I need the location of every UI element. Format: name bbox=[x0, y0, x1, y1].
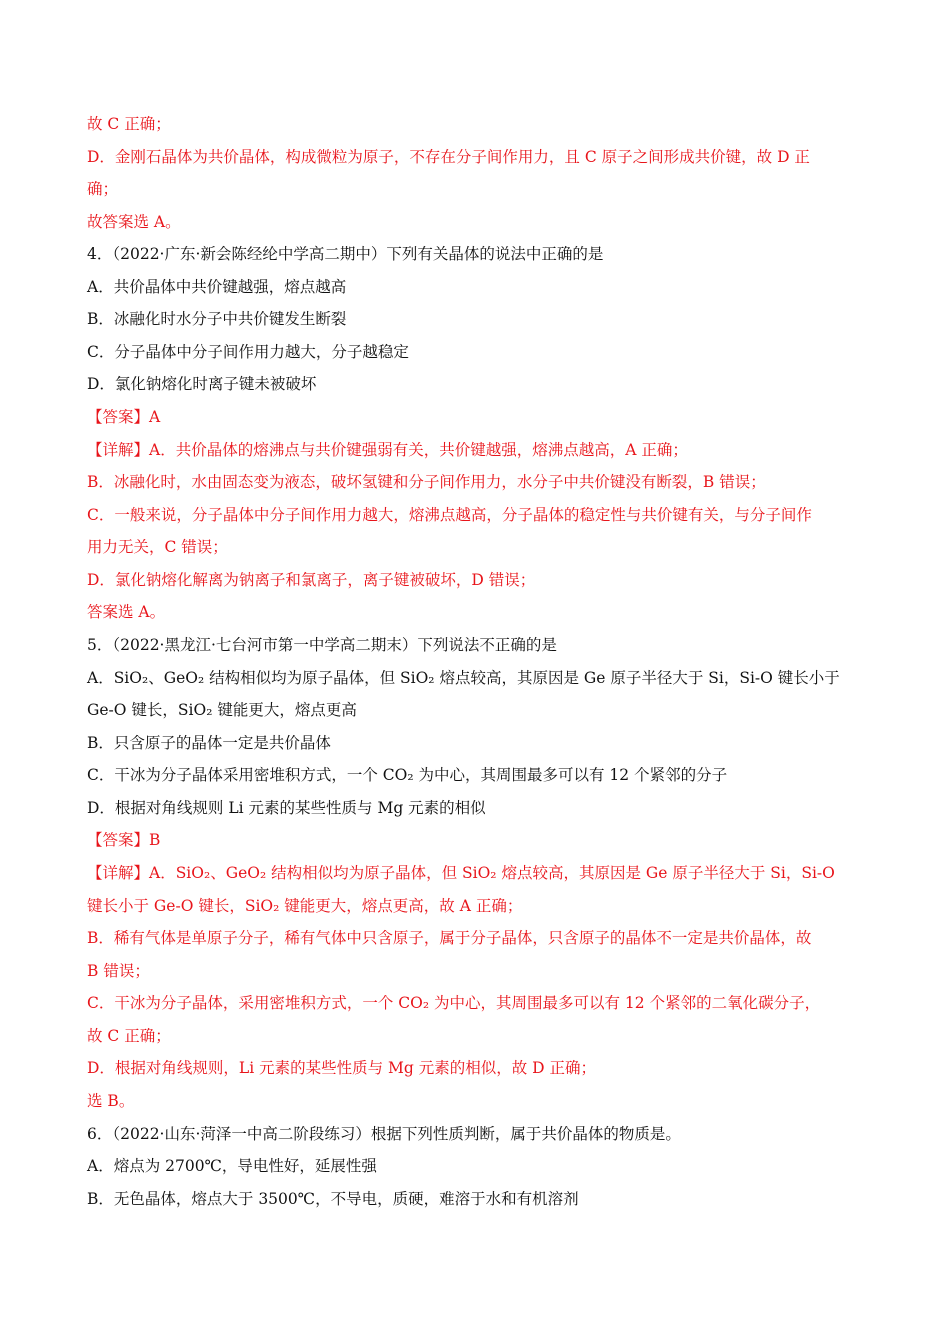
question-6: 6．（2022·山东·菏泽一中高二阶段练习）根据下列性质判断，属于共价晶体的物质是。 bbox=[87, 1125, 681, 1143]
question-5: 5．（2022·黑龙江·七台河市第一中学高二期末）下列说法不正确的是 bbox=[87, 636, 557, 654]
explanation-line: C．干冰为分子晶体，采用密堆积方式，一个 CO₂ 为中心，其周围最多可以有 12 个紧邻的二氧化碳分子， bbox=[87, 994, 821, 1012]
option-d: D．根据对角线规则 Li 元素的某些性质与 Mg 元素的相似 bbox=[87, 799, 486, 817]
answer: 【答案】B bbox=[87, 831, 161, 849]
option-c: C．干冰为分子晶体采用密堆积方式，一个 CO₂ 为中心，其周围最多可以有 12 个紧邻的分子 bbox=[87, 766, 728, 784]
explanation-line: 答案选 A。 bbox=[87, 603, 166, 621]
explanation-line: 键长小于 Ge-O 键长，SiO₂ 键能更大，熔点更高，故 A 正确； bbox=[87, 897, 523, 915]
option-a-cont: Ge-O 键长，SiO₂ 键能更大，熔点更高 bbox=[87, 701, 357, 719]
option-a: A．熔点为 2700℃，导电性好，延展性强 bbox=[87, 1157, 377, 1175]
explanation-line: D．氯化钠熔化解离为钠离子和氯离子，离子键被破坏，D 错误； bbox=[87, 571, 536, 589]
explanation-line: B 错误； bbox=[87, 962, 150, 980]
option-a: A．共价晶体中共价键越强，熔点越高 bbox=[87, 278, 347, 296]
option-d: D．氯化钠熔化时离子键未被破坏 bbox=[87, 375, 317, 393]
explanation-line: C．一般来说，分子晶体中分子间作用力越大，熔沸点越高，分子晶体的稳定性与共价键有关，与分子间作 bbox=[87, 506, 812, 524]
explanation-line: 用力无关，C 错误； bbox=[87, 538, 228, 556]
option-c: C．分子晶体中分子间作用力越大，分子越稳定 bbox=[87, 343, 409, 361]
explanation-line: 【详解】A．SiO₂、GeO₂ 结构相似均为原子晶体，但 SiO₂ 熔点较高，其原因是 Ge 原子半径大于 Si，Si-O bbox=[87, 864, 835, 882]
explanation-line: 选 B。 bbox=[87, 1092, 135, 1110]
explanation-line: D．根据对角线规则，Li 元素的某些性质与 Mg 元素的相似，故 D 正确； bbox=[87, 1059, 597, 1077]
text-line: 确； bbox=[87, 180, 119, 198]
question-4: 4．（2022·广东·新会陈经纶中学高二期中）下列有关晶体的说法中正确的是 bbox=[87, 245, 604, 263]
text-line: 故答案选 A。 bbox=[87, 213, 181, 231]
option-b: B．无色晶体，熔点大于 3500℃，不导电，质硬，难溶于水和有机溶剂 bbox=[87, 1190, 579, 1208]
explanation-line: 故 C 正确； bbox=[87, 1027, 171, 1045]
option-a: A．SiO₂、GeO₂ 结构相似均为原子晶体，但 SiO₂ 熔点较高，其原因是 Ge 原子半径大于 Si，Si-O 键长小于 bbox=[87, 669, 840, 687]
explanation-line: 【详解】A．共价晶体的熔沸点与共价键强弱有关，共价键越强，熔沸点越高，A 正确； bbox=[87, 441, 688, 459]
explanation-line: B．冰融化时，水由固态变为液态，破坏氢键和分子间作用力，水分子中共价键没有断裂，B 错误； bbox=[87, 473, 766, 491]
explanation-line: B．稀有气体是单原子分子，稀有气体中只含原子，属于分子晶体，只含原子的晶体不一定是共价晶体，故 bbox=[87, 929, 812, 947]
text-line: 故 C 正确； bbox=[87, 115, 171, 133]
option-b: B．只含原子的晶体一定是共价晶体 bbox=[87, 734, 331, 752]
option-b: B．冰融化时水分子中共价键发生断裂 bbox=[87, 310, 347, 328]
answer: 【答案】A bbox=[87, 408, 161, 426]
text-line: D．金刚石晶体为共价晶体，构成微粒为原子，不存在分子间作用力，且 C 原子之间形成共价键，故 D 正 bbox=[87, 148, 810, 166]
